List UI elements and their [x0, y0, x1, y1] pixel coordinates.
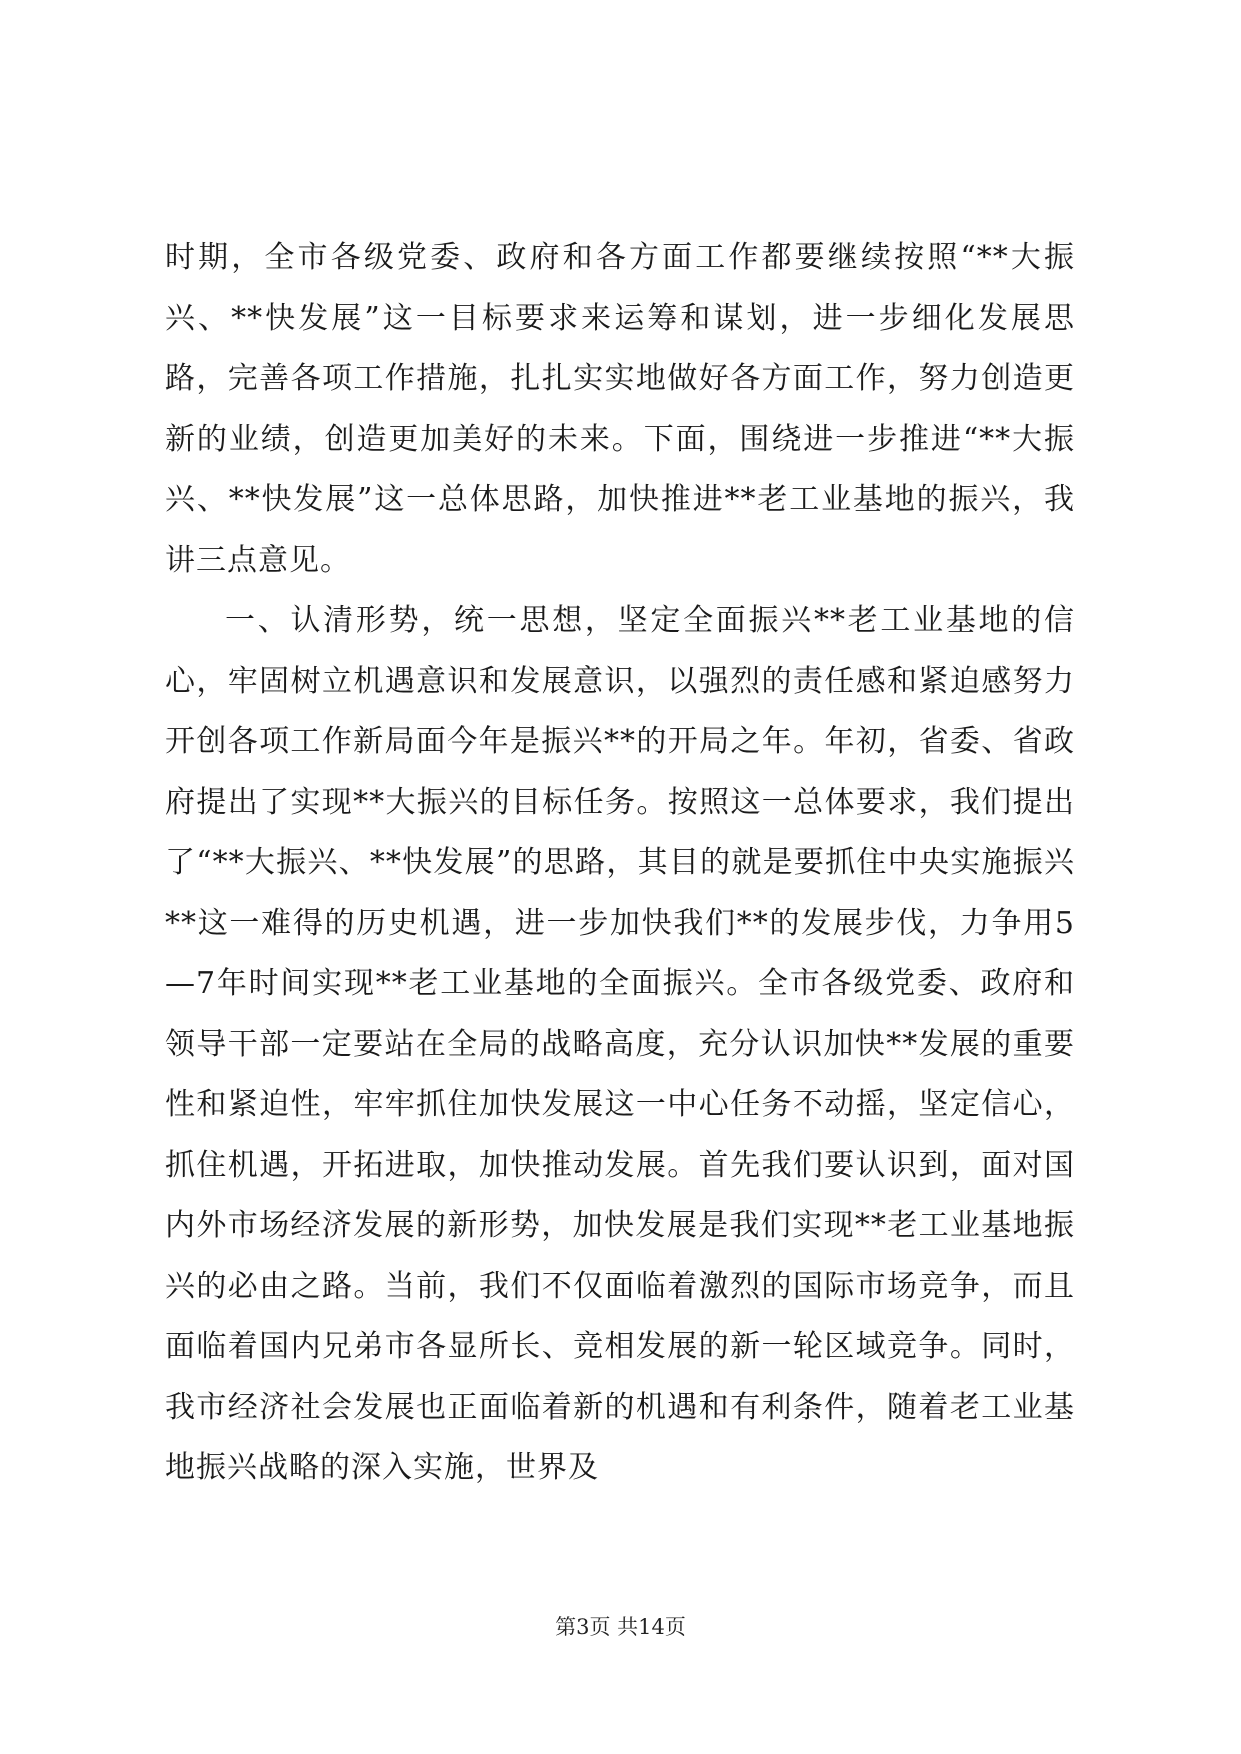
page-number-footer: 第3页 共14页 [555, 1615, 686, 1639]
document-body [165, 228, 1075, 1499]
paragraph-section-one: 一、认清形势，统一思想，坚定全面振兴**老工业基地的信心，牢固树立机遇意识和发展意识，以强烈的责任感和紧迫感努力开创各项工作新局面今年是振兴**的开局之年。年初，省委、省政府提出了实现**大振兴的目标任务。按照这一总体要求，我们提出了“**大振兴、**快发展”的思路，其目的就是要抓住中央实施振兴**这一难得的历史机遇，进一步加快我们**的发展步伐，力争用5—7年时间实现**老工业基地的全面振兴。全市各级党委、政府和领导干部一定要站在全局的战略高度，充分认识加快**发展的重要性和紧迫性，牢牢抓住加快发展这一中心任务不动摇，坚定信心，抓住机遇，开拓进取，加快推动发展。首先我们要认识到，面对国内外市场经济发展的新形势，加快发展是我们实现**老工业基地振兴的必由之路。当前，我们不仅面临着激烈的国际市场竞争，而且面临着国内兄弟市各显所长、竞相发展的新一轮区域竞争。同时，我市经济社会发展也正面临着新的机遇和有利条件，随着老工业基地振兴战略的深入实施，世界及 [165, 603, 1075, 1485]
paragraph-continuation: 时期，全市各级党委、政府和各方面工作都要继续按照“**大振兴、**快发展”这一目标要求来运筹和谋划，进一步细化发展思路，完善各项工作措施，扎扎实实地做好各方面工作，努力创造更新的业绩，创造更加美好的未来。下面，围绕进一步推进“**大振兴、**快发展”这一总体思路，加快推进**老工业基地的振兴，我讲三点意见。 [165, 240, 1075, 578]
